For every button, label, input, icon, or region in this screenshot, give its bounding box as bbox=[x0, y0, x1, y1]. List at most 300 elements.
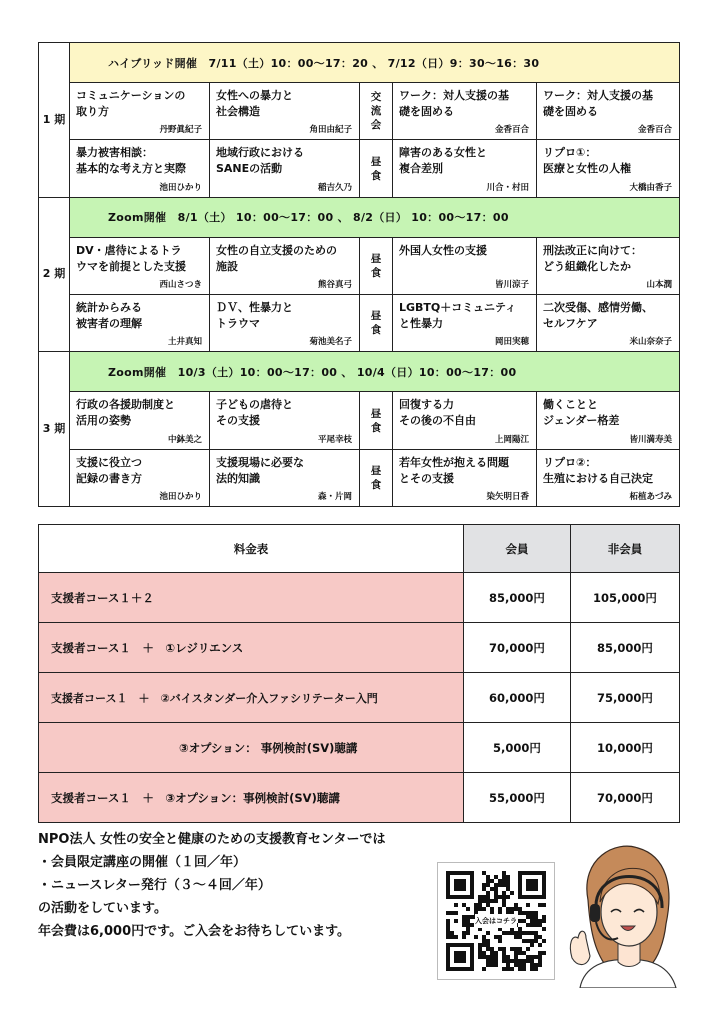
course-cell bbox=[537, 83, 680, 140]
course-instructor: 池田ひかり bbox=[159, 182, 202, 193]
qr-module bbox=[522, 959, 526, 963]
course-cell bbox=[393, 392, 537, 449]
period-label: 2 期 bbox=[39, 197, 70, 352]
qr-module bbox=[490, 951, 494, 955]
course-cell bbox=[537, 237, 680, 294]
course-title: 二次受傷、感情労働、 セルフケア bbox=[543, 301, 653, 331]
qr-module bbox=[542, 903, 546, 907]
qr-module bbox=[518, 907, 522, 911]
fee-course-name: 支援者コース１＋２ bbox=[39, 573, 464, 623]
qr-module bbox=[494, 951, 498, 955]
qr-module bbox=[490, 907, 494, 911]
qr-module bbox=[510, 947, 514, 951]
qr-module bbox=[474, 903, 478, 907]
qr-module bbox=[530, 955, 534, 959]
qr-module bbox=[494, 891, 498, 895]
qr-module bbox=[502, 947, 506, 951]
course-instructor: 皆川満寿美 bbox=[629, 434, 672, 445]
qr-module bbox=[502, 871, 506, 875]
course-title: LGBTQ＋コミュニティ と性暴力 bbox=[399, 301, 517, 331]
qr-module bbox=[470, 923, 474, 927]
fee-member-price: 85,000円 bbox=[464, 573, 571, 623]
qr-module bbox=[490, 963, 494, 967]
qr-module bbox=[454, 911, 458, 915]
qr-module bbox=[514, 959, 518, 963]
qr-module bbox=[510, 967, 514, 971]
qr-module bbox=[454, 879, 466, 891]
qr-module bbox=[538, 903, 542, 907]
qr-module bbox=[514, 951, 518, 955]
course-instructor: 平尾幸枝 bbox=[317, 434, 352, 445]
qr-module bbox=[514, 955, 518, 959]
course-instructor: 熊谷真弓 bbox=[317, 280, 352, 291]
qr-module bbox=[518, 931, 522, 935]
qr-module bbox=[526, 911, 530, 915]
session-header: Zoom開催 8/1（土） 10：00〜17：00 、 8/2（日） 10：00〜17：00 bbox=[70, 197, 680, 237]
course-cell bbox=[70, 449, 210, 506]
qr-module bbox=[522, 967, 526, 971]
schedule-table bbox=[38, 42, 680, 507]
qr-module bbox=[534, 967, 538, 971]
qr-module bbox=[542, 927, 546, 931]
qr-module bbox=[498, 879, 502, 883]
qr-module bbox=[470, 915, 474, 919]
qr-module bbox=[534, 931, 538, 935]
qr-module bbox=[502, 959, 506, 963]
qr-module bbox=[530, 911, 534, 915]
period-label: 1 期 bbox=[39, 43, 70, 198]
qr-module bbox=[522, 931, 526, 935]
qr-module bbox=[506, 879, 510, 883]
qr-module bbox=[514, 963, 518, 967]
qr-module bbox=[542, 915, 546, 919]
qr-label: 入会はコチラ bbox=[475, 914, 517, 928]
fee-row bbox=[39, 573, 680, 623]
qr-module bbox=[486, 891, 490, 895]
qr-module bbox=[478, 955, 482, 959]
course-title: コミュニケーションの 取り方 bbox=[76, 89, 186, 119]
qr-module bbox=[510, 891, 514, 895]
course-title: 子どもの虐待と その支援 bbox=[216, 398, 293, 428]
qr-module bbox=[490, 899, 494, 903]
qr-module bbox=[510, 907, 514, 911]
qr-module bbox=[494, 963, 498, 967]
course-cell bbox=[393, 140, 537, 197]
qr-module bbox=[490, 955, 494, 959]
qr-module bbox=[478, 899, 482, 903]
qr-module bbox=[466, 931, 470, 935]
qr-module bbox=[482, 883, 486, 887]
qr-module bbox=[482, 943, 486, 947]
qr-module bbox=[490, 947, 494, 951]
qr-module bbox=[486, 955, 490, 959]
qr-module bbox=[502, 875, 506, 879]
qr-module bbox=[542, 939, 546, 943]
course-title: 暴力被害相談： 基本的な考え方と実際 bbox=[76, 146, 186, 176]
qr-module bbox=[522, 919, 526, 923]
qr-module bbox=[494, 887, 498, 891]
course-instructor: 岡田実穂 bbox=[494, 337, 529, 348]
course-instructor: 皆川涼子 bbox=[494, 280, 529, 291]
qr-module bbox=[502, 891, 506, 895]
qr-module bbox=[482, 907, 486, 911]
qr-module bbox=[506, 955, 510, 959]
qr-module bbox=[530, 915, 534, 919]
qr-module bbox=[502, 883, 506, 887]
fee-header-non-member: 非会員 bbox=[571, 525, 680, 573]
qr-module bbox=[462, 935, 466, 939]
session-header: Zoom開催 10/3（土）10：00〜17：00 、 10/4（日）10：00〜17：00 bbox=[70, 352, 680, 392]
course-title: 地域行政における SANEの活動 bbox=[216, 146, 304, 176]
qr-module bbox=[494, 895, 498, 899]
qr-module bbox=[526, 879, 538, 891]
qr-module bbox=[530, 923, 534, 927]
course-title: 若年女性が抱える問題 とその支援 bbox=[399, 455, 509, 485]
course-title: 女性の自立支援のための 施設 bbox=[216, 243, 337, 273]
fee-non-member-price: 75,000円 bbox=[571, 673, 680, 723]
qr-module bbox=[482, 871, 486, 875]
qr-module bbox=[514, 935, 518, 939]
fee-course-name: 支援者コース１ ＋ ③オプション：事例検討(SV)聴講 bbox=[39, 773, 464, 823]
qr-module bbox=[502, 955, 506, 959]
qr-module bbox=[542, 919, 546, 923]
qr-module bbox=[498, 907, 502, 911]
qr-module bbox=[530, 967, 534, 971]
break-cell bbox=[360, 83, 393, 140]
qr-module bbox=[498, 947, 502, 951]
qr-module bbox=[478, 943, 482, 947]
fee-member-price: 5,000円 bbox=[464, 723, 571, 773]
qr-module bbox=[498, 935, 502, 939]
course-instructor: 池田ひかり bbox=[159, 492, 202, 502]
period-label: 3 期 bbox=[39, 352, 70, 507]
course-title: 支援に役立つ 記録の書き方 bbox=[76, 455, 142, 485]
course-instructor: 山本潤 bbox=[646, 280, 672, 291]
course-instructor: 中鉢美之 bbox=[167, 434, 202, 445]
qr-module bbox=[538, 959, 542, 963]
qr-module bbox=[518, 951, 522, 955]
qr-module bbox=[534, 963, 538, 967]
qr-module bbox=[518, 935, 522, 939]
qr-module bbox=[498, 939, 502, 943]
course-title: リプロ②： 生殖における自己決定 bbox=[543, 455, 653, 485]
footer-line: ・会員限定講座の開催（１回／年） bbox=[38, 855, 247, 870]
qr-module bbox=[446, 911, 450, 915]
qr-module bbox=[518, 911, 522, 915]
qr-module bbox=[506, 967, 510, 971]
course-title: 外国人女性の支援 bbox=[399, 243, 487, 257]
qr-module bbox=[530, 959, 534, 963]
fee-non-member-price: 85,000円 bbox=[571, 623, 680, 673]
qr-module bbox=[494, 875, 498, 879]
qr-module bbox=[482, 939, 486, 943]
course-instructor: 金香百合 bbox=[637, 125, 672, 136]
qr-module bbox=[514, 907, 518, 911]
course-cell bbox=[210, 237, 360, 294]
qr-module bbox=[526, 947, 530, 951]
qr-module bbox=[502, 903, 506, 907]
qr-module bbox=[538, 955, 542, 959]
course-cell bbox=[70, 392, 210, 449]
course-cell bbox=[210, 83, 360, 140]
qr-module bbox=[486, 943, 490, 947]
qr-module bbox=[482, 955, 486, 959]
qr-module bbox=[530, 939, 534, 943]
qr-module bbox=[534, 915, 538, 919]
session-header: ハイブリッド開催 7/11（土）10：00〜17：20 、 7/12（日）9：30〜16：30 bbox=[70, 43, 680, 83]
course-cell bbox=[210, 392, 360, 449]
course-instructor: 上岡陽江 bbox=[494, 434, 529, 445]
qr-module bbox=[462, 931, 466, 935]
course-instructor: 角田由紀子 bbox=[309, 125, 352, 136]
course-cell bbox=[210, 449, 360, 506]
fee-row bbox=[39, 673, 680, 723]
course-cell bbox=[393, 295, 537, 352]
qr-module bbox=[486, 963, 490, 967]
qr-module bbox=[526, 923, 530, 927]
qr-module bbox=[482, 967, 486, 971]
course-title: 障害のある女性と 複合差別 bbox=[399, 146, 487, 176]
qr-module bbox=[486, 899, 490, 903]
qr-module bbox=[466, 927, 470, 931]
qr-module bbox=[538, 963, 542, 967]
qr-module bbox=[502, 879, 506, 883]
qr-module bbox=[526, 955, 530, 959]
course-instructor: 土井真知 bbox=[167, 337, 202, 348]
course-cell bbox=[393, 237, 537, 294]
qr-module bbox=[462, 903, 466, 907]
course-cell bbox=[537, 140, 680, 197]
course-cell bbox=[393, 83, 537, 140]
qr-module bbox=[518, 967, 522, 971]
qr-module bbox=[506, 875, 510, 879]
fee-course-name: ③オプション： 事例検討(SV)聴講 bbox=[39, 723, 464, 773]
course-title: 働くことと ジェンダー格差 bbox=[543, 398, 620, 428]
fee-row bbox=[39, 773, 680, 823]
break-label: 昼 食 bbox=[370, 252, 382, 279]
qr-module bbox=[506, 887, 510, 891]
qr-module bbox=[506, 931, 510, 935]
qr-module bbox=[494, 883, 498, 887]
qr-module bbox=[482, 935, 486, 939]
course-title: DV・虐待によるトラ ウマを前提とした支援 bbox=[76, 243, 186, 273]
fee-member-price: 70,000円 bbox=[464, 623, 571, 673]
break-cell bbox=[360, 237, 393, 294]
qr-module bbox=[482, 887, 486, 891]
footer-line: の活動をしています。 bbox=[38, 901, 167, 916]
qr-module bbox=[494, 955, 498, 959]
qr-module bbox=[450, 911, 454, 915]
qr-module bbox=[494, 935, 498, 939]
qr-module bbox=[502, 967, 506, 971]
course-title: 支援現場に必要な 法的知識 bbox=[216, 455, 304, 485]
qr-module bbox=[486, 875, 490, 879]
qr-module bbox=[506, 907, 510, 911]
fee-table bbox=[38, 524, 680, 823]
qr-module bbox=[530, 919, 534, 923]
qr-module bbox=[526, 915, 530, 919]
headset-earpiece bbox=[590, 904, 600, 922]
qr-module bbox=[466, 907, 470, 911]
qr-module bbox=[486, 939, 490, 943]
course-title: 統計からみる 被害者の理解 bbox=[76, 301, 142, 331]
qr-module bbox=[466, 923, 470, 927]
qr-module bbox=[522, 963, 526, 967]
qr-module bbox=[518, 947, 522, 951]
qr-module bbox=[538, 943, 542, 947]
qr-module bbox=[450, 935, 454, 939]
course-title: ＤＶ、性暴力と トラウマ bbox=[216, 301, 293, 331]
qr-module bbox=[474, 907, 478, 911]
course-title: リプロ①： 医療と女性の人権 bbox=[543, 146, 631, 176]
course-cell bbox=[537, 295, 680, 352]
break-label: 昼 食 bbox=[370, 464, 382, 491]
qr-module bbox=[490, 959, 494, 963]
qr-module bbox=[506, 963, 510, 967]
footer-line: NPO法人 女性の安全と健康のための支援教育センターでは bbox=[38, 832, 386, 847]
course-cell bbox=[537, 392, 680, 449]
course-cell bbox=[537, 449, 680, 506]
footer-line: 年会費は6,000円です。ご入会をお待ちしています。 bbox=[38, 924, 351, 939]
qr-module bbox=[466, 915, 470, 919]
qr-module bbox=[506, 895, 510, 899]
qr-module bbox=[446, 935, 450, 939]
qr-module bbox=[526, 903, 530, 907]
qr-module bbox=[454, 919, 458, 923]
fee-non-member-price: 70,000円 bbox=[571, 773, 680, 823]
course-title: ワーク：対人支援の基 礎を固める bbox=[543, 89, 653, 119]
break-cell bbox=[360, 295, 393, 352]
course-cell bbox=[70, 295, 210, 352]
qr-module bbox=[466, 919, 470, 923]
fee-non-member-price: 105,000円 bbox=[571, 573, 680, 623]
qr-module bbox=[462, 915, 466, 919]
qr-module bbox=[482, 899, 486, 903]
course-cell bbox=[210, 295, 360, 352]
qr-module bbox=[502, 931, 506, 935]
qr-module bbox=[534, 939, 538, 943]
qr-module bbox=[514, 931, 518, 935]
qr-module bbox=[534, 923, 538, 927]
fee-member-price: 60,000円 bbox=[464, 673, 571, 723]
footer-text bbox=[38, 828, 385, 943]
qr-module bbox=[510, 959, 514, 963]
qr-module bbox=[478, 903, 482, 907]
qr-module bbox=[542, 951, 546, 955]
fee-course-name: 支援者コース１ ＋ ①レジリエンス bbox=[39, 623, 464, 673]
qr-module bbox=[446, 919, 450, 923]
qr-module bbox=[522, 939, 526, 943]
qr-module bbox=[506, 959, 510, 963]
fee-row bbox=[39, 723, 680, 773]
course-title: 回復する力 その後の不自由 bbox=[399, 398, 476, 428]
course-instructor: 稲吉久乃 bbox=[317, 182, 352, 193]
qr-module bbox=[478, 907, 482, 911]
qr-module bbox=[486, 959, 490, 963]
course-cell bbox=[70, 237, 210, 294]
qr-module bbox=[502, 895, 506, 899]
qr-module bbox=[518, 919, 522, 923]
course-instructor: 大橋由香子 bbox=[629, 182, 672, 193]
woman-with-headset-illustration bbox=[566, 838, 686, 988]
qr-module bbox=[506, 883, 510, 887]
fee-row bbox=[39, 623, 680, 673]
qr-module bbox=[462, 923, 466, 927]
qr-module bbox=[530, 943, 534, 947]
break-label: 交 流 会 bbox=[370, 91, 382, 132]
qr-module bbox=[446, 923, 450, 927]
qr-module bbox=[454, 903, 458, 907]
qr-module bbox=[518, 927, 522, 931]
qr-module bbox=[522, 911, 526, 915]
qr-module bbox=[486, 947, 490, 951]
qr-module bbox=[486, 895, 490, 899]
qr-module bbox=[462, 919, 466, 923]
qr-module bbox=[518, 963, 522, 967]
qr-module bbox=[446, 931, 450, 935]
qr-module bbox=[502, 899, 506, 903]
course-instructor: 森・片岡 bbox=[317, 492, 352, 502]
qr-module bbox=[514, 947, 518, 951]
qr-module bbox=[538, 919, 542, 923]
course-instructor: 丹野眞紀子 bbox=[159, 125, 202, 136]
fee-header-member: 会員 bbox=[464, 525, 571, 573]
course-instructor: 米山奈奈子 bbox=[629, 337, 672, 348]
qr-module bbox=[486, 931, 490, 935]
qr-module bbox=[454, 935, 458, 939]
course-cell bbox=[70, 140, 210, 197]
course-instructor: 金香百合 bbox=[494, 125, 529, 136]
fee-non-member-price: 10,000円 bbox=[571, 723, 680, 773]
qr-module bbox=[450, 931, 454, 935]
qr-module bbox=[446, 927, 450, 931]
break-cell bbox=[360, 449, 393, 506]
fee-member-price: 55,000円 bbox=[464, 773, 571, 823]
course-instructor: 柘植あづみ bbox=[629, 492, 672, 502]
course-title: ワーク：対人支援の基 礎を固める bbox=[399, 89, 509, 119]
qr-module bbox=[482, 895, 486, 899]
course-cell bbox=[210, 140, 360, 197]
qr-module bbox=[490, 887, 494, 891]
course-title: 女性への暴力と 社会構造 bbox=[216, 89, 293, 119]
qr-module bbox=[538, 951, 542, 955]
break-label: 昼 食 bbox=[370, 310, 382, 337]
qr-module bbox=[486, 903, 490, 907]
qr-module bbox=[486, 883, 490, 887]
qr-module bbox=[494, 959, 498, 963]
footer-line: ・ニュースレター発行（３〜４回／年） bbox=[38, 878, 271, 893]
qr-module bbox=[530, 931, 534, 935]
qr-module bbox=[454, 951, 466, 963]
qr-module bbox=[538, 935, 542, 939]
qr-module bbox=[526, 959, 530, 963]
qr-module bbox=[522, 951, 526, 955]
course-instructor: 西山さつき bbox=[159, 280, 202, 291]
qr-module bbox=[498, 883, 502, 887]
hand bbox=[570, 931, 590, 964]
qr-module bbox=[474, 935, 478, 939]
qr-module bbox=[526, 931, 530, 935]
qr-module bbox=[482, 951, 486, 955]
course-instructor: 染矢明日香 bbox=[486, 492, 529, 502]
course-title: 刑法改正に向けて： どう組織化したか bbox=[543, 243, 642, 273]
qr-module bbox=[534, 935, 538, 939]
break-label: 昼 食 bbox=[370, 155, 382, 182]
fee-course-name: 支援者コース１ ＋ ②バイスタンダー介入ファシリテーター入門 bbox=[39, 673, 464, 723]
qr-module bbox=[498, 895, 502, 899]
break-cell bbox=[360, 140, 393, 197]
membership-qr-code[interactable] bbox=[437, 862, 555, 980]
